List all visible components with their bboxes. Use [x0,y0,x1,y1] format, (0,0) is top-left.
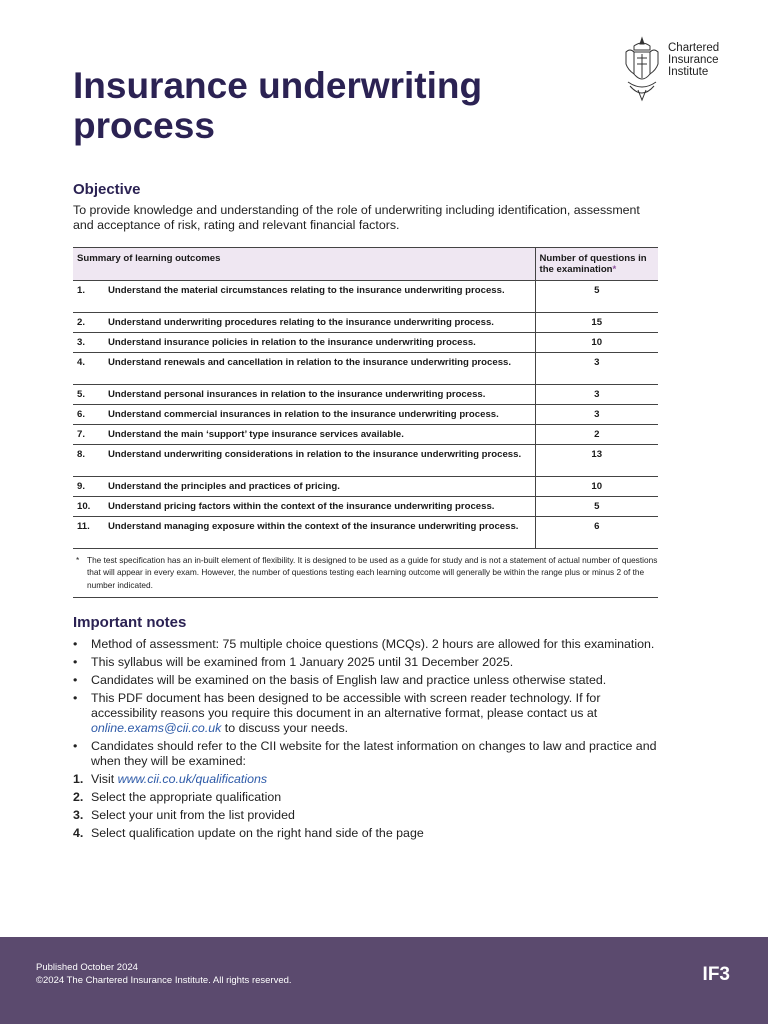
questions-column-header [535,248,658,281]
step-text: Visit [91,772,118,786]
note-text: Candidates will be examined on the basis of English law and practice unless otherwise stated. [91,673,607,687]
table-row [73,425,658,445]
footnote-marker: * [76,555,80,565]
steps-list [73,772,663,841]
step-number: 4. [73,826,84,840]
important-notes-section [73,614,663,844]
outcome-text: Understand underwriting considerations in relation to the insurance underwriting process. [104,445,535,477]
outcome-text: Understand renewals and cancellation in relation to the insurance underwriting process. [104,353,535,385]
logo-wordmark [668,42,719,78]
step-item [73,826,663,841]
bullet-icon: • [73,691,78,705]
coat-of-arms-icon [620,34,664,104]
step-number: 1. [73,772,84,786]
outcome-number: 9. [73,477,104,497]
outcome-number: 2. [73,313,104,333]
notes-heading: Important notes [73,614,187,631]
question-count: 13 [535,445,658,477]
footnote-marker: * [612,264,617,275]
objective-text: To provide knowledge and understanding of the role of underwriting including identification, assessment and acceptance of risk, rating and relevant financial factors. [73,203,640,232]
email-link[interactable]: online.exams@cii.co.uk [91,721,222,735]
bullet-icon: • [73,637,78,651]
published-date: Published October 2024 [36,962,138,973]
question-count: 5 [535,281,658,313]
note-text: This PDF document has been designed to be accessible with screen reader technology. If for accessibility reasons you require this document in an alternative format, please contact us at [91,691,601,720]
copyright-text: ©2024 The Chartered Insurance Institute. All rights reserved. [36,974,292,986]
list-item [73,673,663,688]
table-row [73,405,658,425]
logo-line: Insurance [668,54,719,66]
table-row [73,445,658,477]
bullet-icon: • [73,739,78,753]
unit-code: IF3 [702,964,730,985]
step-text: Select qualification update on the right hand side of the page [91,826,424,840]
outcome-number: 11. [73,517,104,549]
table-row [73,385,658,405]
step-item [73,772,663,787]
list-item [73,739,663,769]
question-count: 10 [535,477,658,497]
footer-publication-info [36,962,292,987]
footnote-text: The test specification has an in-built element of flexibility. It is designed to be used as a guide for study and is not a statement of actual number of questions that will appear in every exam. However, the number of questions testing each learning outcome will generally be within the range plus or minus 2 of the number indicated. [87,555,658,590]
outcome-number: 3. [73,333,104,353]
outcome-number: 8. [73,445,104,477]
outcome-text: Understand insurance policies in relation to the insurance underwriting process. [104,333,535,353]
outcome-text: Understand personal insurances in relation to the insurance underwriting process. [104,385,535,405]
outcome-text: Understand commercial insurances in relation to the insurance underwriting process. [104,405,535,425]
table-row [73,353,658,385]
logo-line: Institute [668,66,709,78]
notes-list [73,637,663,769]
list-item [73,655,663,670]
questions-header-text: Number of questions in the examination [539,253,647,275]
note-text: Method of assessment: 75 multiple choice questions (MCQs). 2 hours are allowed for this examination. [91,637,655,651]
objective-section [73,181,663,233]
outcomes-column-header: Summary of learning outcomes [73,248,535,281]
outcome-text: Understand the principles and practices of pricing. [104,477,535,497]
question-count: 3 [535,385,658,405]
question-count: 5 [535,497,658,517]
outcome-text: Understand managing exposure within the context of the insurance underwriting process. [104,517,535,549]
question-count: 3 [535,353,658,385]
table-row [73,333,658,353]
outcome-text: Understand underwriting procedures relating to the insurance underwriting process. [104,313,535,333]
outcome-number: 4. [73,353,104,385]
table-row [73,477,658,497]
logo-line: Chartered [668,42,720,54]
outcome-number: 6. [73,405,104,425]
question-count: 3 [535,405,658,425]
list-item [73,691,663,736]
outcome-number: 10. [73,497,104,517]
outcome-text: Understand the main ‘support’ type insurance services available. [104,425,535,445]
cii-logo [620,34,740,104]
step-text: Select the appropriate qualification [91,790,282,804]
note-text: to discuss your needs. [224,721,349,735]
qualifications-link[interactable]: www.cii.co.uk/qualifications [117,772,268,786]
question-count: 2 [535,425,658,445]
bullet-icon: • [73,673,78,687]
question-count: 15 [535,313,658,333]
outcome-number: 5. [73,385,104,405]
list-item [73,637,663,652]
step-number: 2. [73,790,84,804]
step-item [73,790,663,805]
outcome-number: 1. [73,281,104,313]
outcome-text: Understand pricing factors within the context of the insurance underwriting process. [104,497,535,517]
step-item [73,808,663,823]
outcome-number: 7. [73,425,104,445]
page-title: Insurance underwriting process [73,65,483,146]
learning-outcomes-table [73,247,658,549]
table-row [73,497,658,517]
page-footer [0,937,768,1024]
note-text: This syllabus will be examined from 1 January 2025 until 31 December 2025. [91,655,514,669]
note-text: Candidates should refer to the CII website for the latest information on changes to law and practice and when they will be examined: [91,739,657,768]
objective-heading: Objective [73,181,141,198]
table-footnote [73,554,658,598]
step-text: Select your unit from the list provided [91,808,295,822]
step-number: 3. [73,808,84,822]
question-count: 10 [535,333,658,353]
table-row [73,281,658,313]
question-count: 6 [535,517,658,549]
table-row [73,313,658,333]
table-row [73,517,658,549]
bullet-icon: • [73,655,78,669]
outcome-text: Understand the material circumstances relating to the insurance underwriting process. [104,281,535,313]
